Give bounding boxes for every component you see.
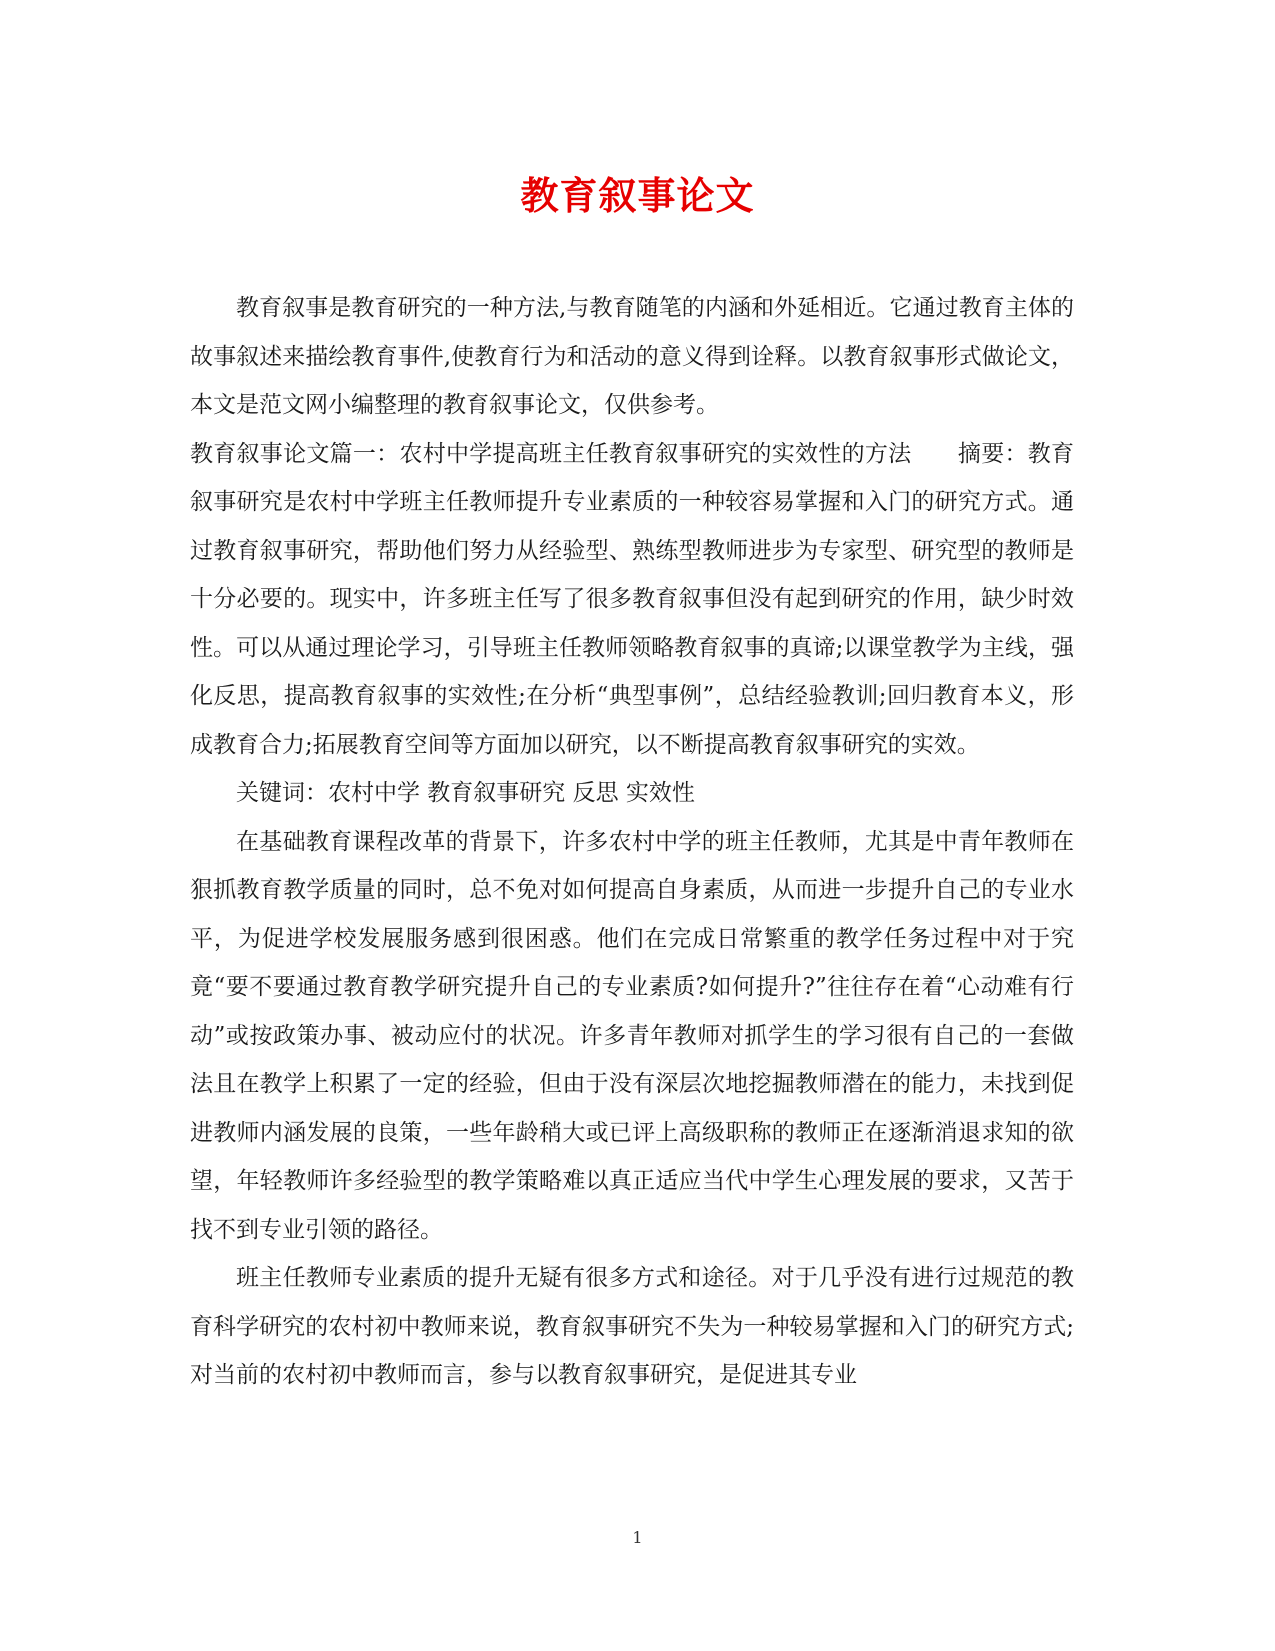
body-paragraph: 在基础教育课程改革的背景下，许多农村中学的班主任教师，尤其是中青年教师在狠抓教育教学质量的同时，总不免对如何提高自身素质，从而进一步提升自己的专业水平，为促进学校发展服务感到很困惑。他们在完成日常繁重的教学任务过程中对于究竟“要不要通过教育教学研究提升自己的专业素质?如何提升?”往往存在着“心动难有行动”或按政策办事、被动应付的状况。许多青年教师对抓学生的学习很有自己的一套做法且在教学上积累了一定的经验，但由于没有深层次地挖掘教师潜在的能力，未找到促进教师内涵发展的良策，一些年龄稍大或已评上高级职称的教师正在逐渐消退求知的欲望，年轻教师许多经验型的教学策略难以真正适应当代中学生心理发展的要求，又苦于找不到专业引领的路径。 xyxy=(190,828,1074,1243)
body-paragraph: 班主任教师专业素质的提升无疑有很多方式和途径。对于几乎没有进行过规范的教育科学研究的农村初中教师来说，教育叙事研究不失为一种较易掌握和入门的研究方式;对当前的农村初中教师而言，参与以教育叙事研究，是促进其专业 xyxy=(190,1265,1074,1388)
keywords-paragraph: 关键词：农村中学 教育叙事研究 反思 实效性 xyxy=(236,780,695,806)
intro-paragraph: 教育叙事是教育研究的一种方法,与教育随笔的内涵和外延相近。它通过教育主体的故事叙述来描绘教育事件,使教育行为和活动的意义得到诠释。以教育叙事形式做论文，本文是范文网小编整理的教育叙事论文，仅供参考。 xyxy=(190,295,1074,418)
document-body xyxy=(190,284,1074,1400)
page-title: 教育叙事论文 xyxy=(520,173,755,218)
page-number: 1 xyxy=(632,1528,643,1547)
abstract-paragraph: 教育叙事论文篇一：农村中学提高班主任教育叙事研究的实效性的方法 摘要：教育叙事研究是农村中学班主任教师提升专业素质的一种较容易掌握和入门的研究方式。通过教育叙事研究，帮助他们努力从经验型、熟练型教师进步为专家型、研究型的教师是十分必要的。现实中，许多班主任写了很多教育叙事但没有起到研究的作用，缺少时效性。可以从通过理论学习，引导班主任教师领略教育叙事的真谛;以课堂教学为主线，强化反思，提高教育叙事的实效性;在分析“典型事例”，总结经验教训;回归教育本义，形成教育合力;拓展教育空间等方面加以研究，以不断提高教育叙事研究的实效。 xyxy=(190,440,1074,758)
